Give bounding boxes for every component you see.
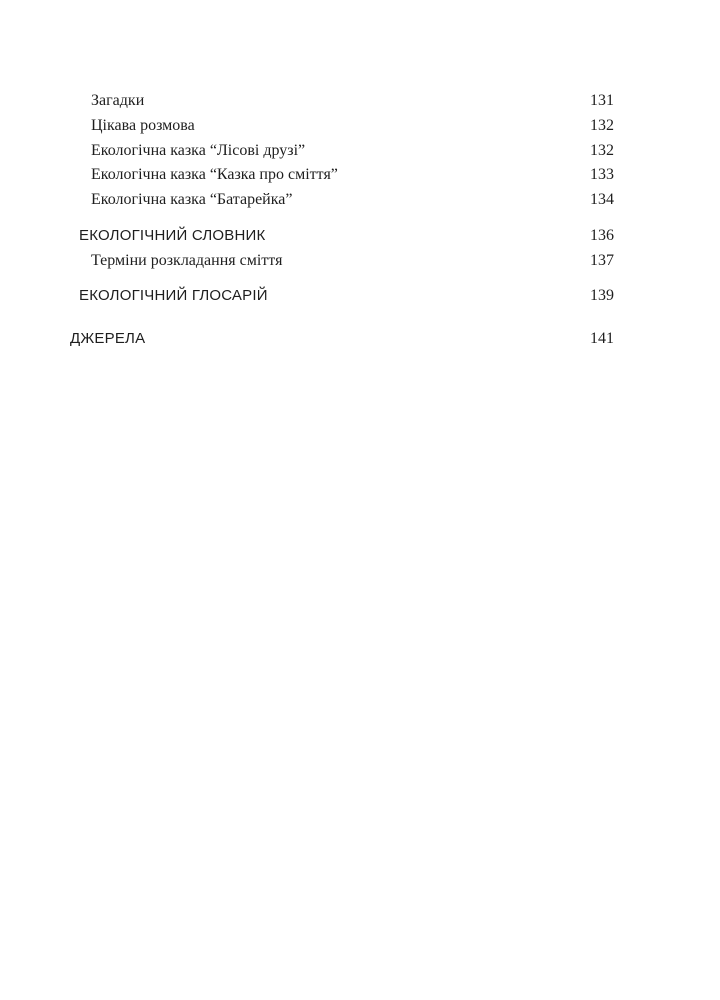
toc-entry-page-number: 137 [590,252,614,269]
toc-entry-title: Екологічна казка “Батарейка” [91,191,293,208]
toc-entry-ecological-glossary [0,284,720,308]
toc-entry-title: Загадки [91,92,145,109]
toc-entry-title: Екологічна казка “Лісові друзі” [91,142,306,159]
toc-entry-trash-tale [0,163,720,187]
toc-entry-forest-friends-tale [0,139,720,163]
toc-entry-title: Цікава розмова [91,117,195,134]
toc-entry-sources [0,327,720,351]
toc-entry-riddles [0,89,720,113]
toc-entry-page-number: 132 [590,117,614,134]
toc-entry-page-number: 132 [590,142,614,159]
toc-entry-title: ЕКОЛОГІЧНИЙ ГЛОСАРІЙ [79,287,268,304]
toc-entry-interesting-conversation [0,114,720,138]
toc-entry-title: ДЖЕРЕЛА [70,330,146,347]
toc-entry-page-number: 139 [590,287,614,304]
toc-entry-ecological-dictionary [0,224,720,248]
toc-entry-title: Екологічна казка “Казка про сміття” [91,166,338,183]
toc-entry-title: ЕКОЛОГІЧНИЙ СЛОВНИК [79,227,266,244]
toc-entry-page-number: 141 [590,330,614,347]
toc-entry-page-number: 131 [590,92,614,109]
toc-entry-page-number: 136 [590,227,614,244]
toc-entry-title: Терміни розкладання сміття [91,252,283,269]
toc-entry-battery-tale [0,188,720,212]
toc-entry-page-number: 134 [590,191,614,208]
toc-entry-decomposition-terms [0,249,720,273]
toc-entry-page-number: 133 [590,166,614,183]
